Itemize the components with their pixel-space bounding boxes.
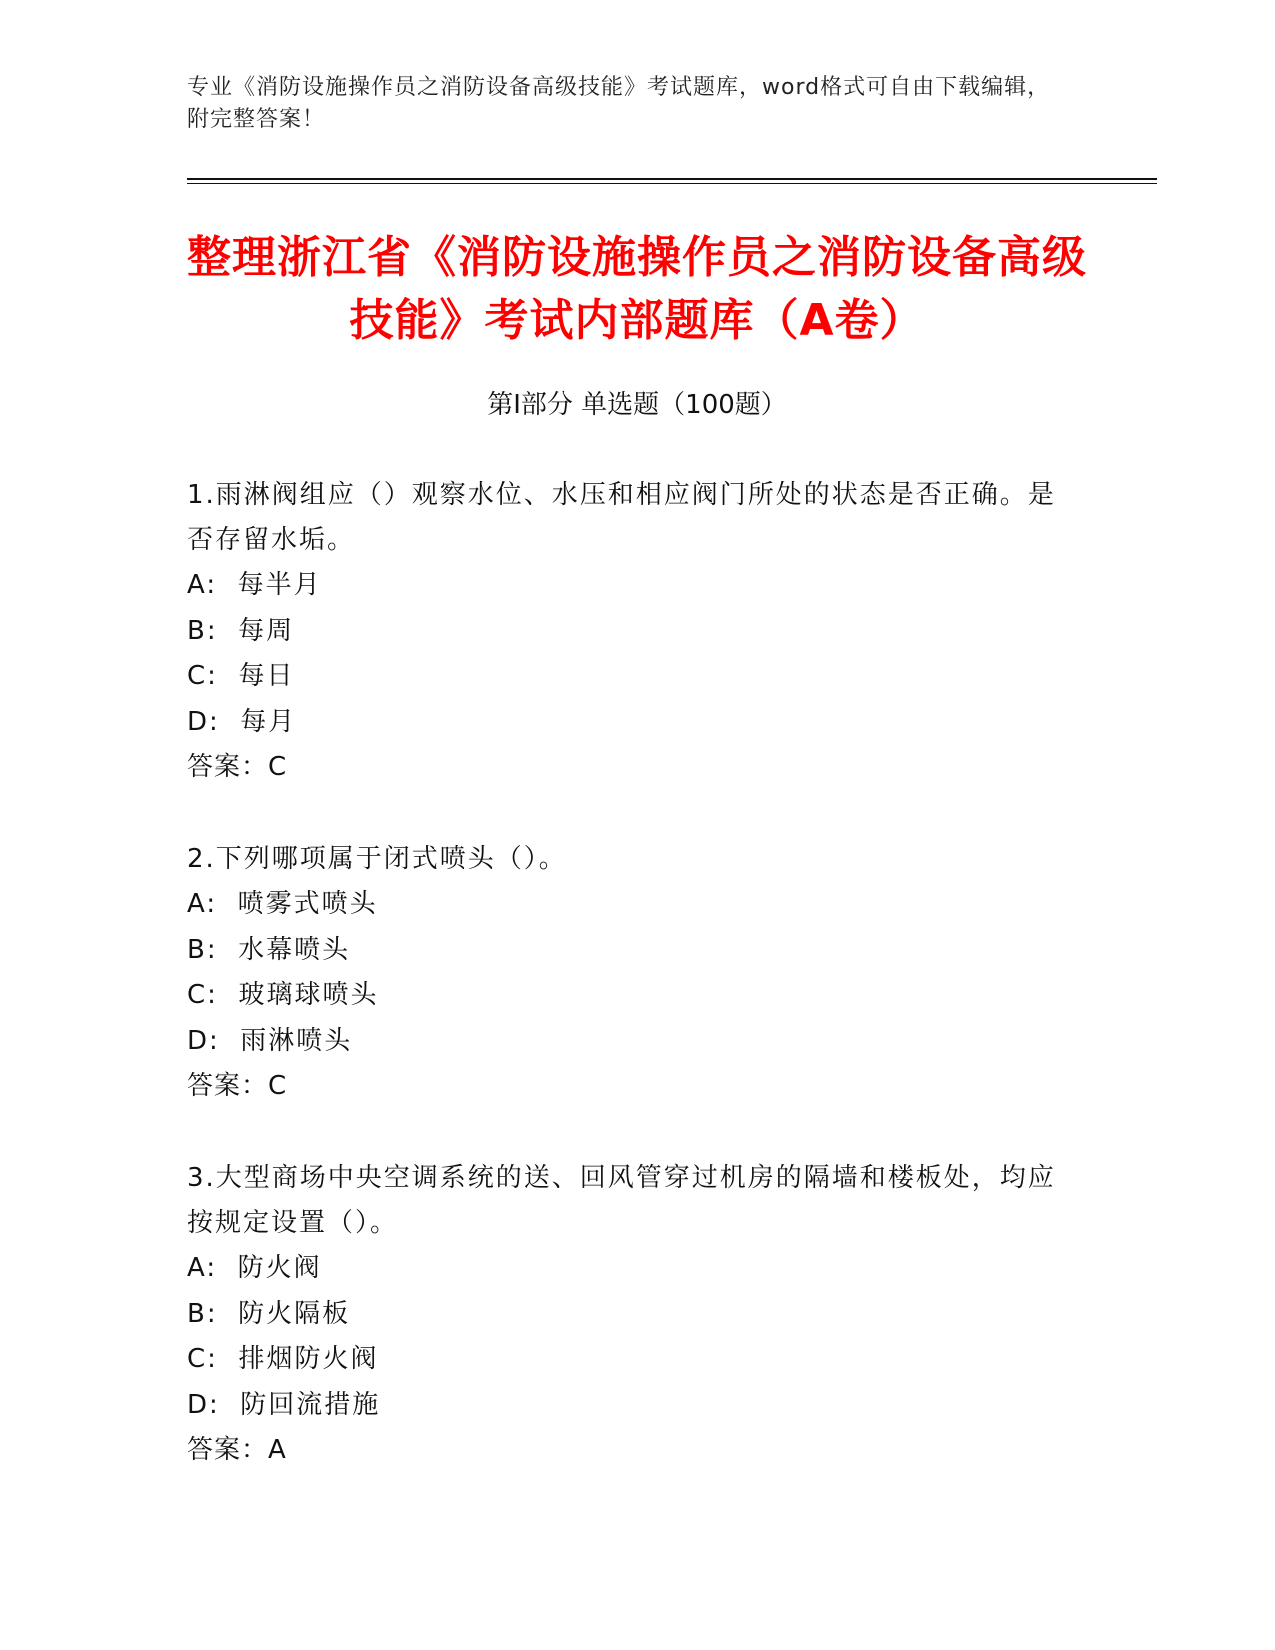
- option-b: B: 水幕喷头: [187, 934, 351, 965]
- option-b: B: 每周: [187, 615, 295, 646]
- question-stem: 3.大型商场中央空调系统的送、回风管穿过机房的隔墙和楼板处，均应按规定设置（）。: [187, 1163, 1056, 1238]
- option-a: A: 每半月: [187, 570, 322, 600]
- option-c: C: 每日: [187, 661, 295, 691]
- option-c: C: 玻璃球喷头: [187, 980, 379, 1010]
- option-d: D: 防回流措施: [187, 1389, 381, 1420]
- document-title: 整理浙江省《消防设施操作员之消防设备高级技能》考试内部题库（A卷）: [187, 232, 1087, 346]
- option-d: D: 雨淋喷头: [187, 1025, 353, 1056]
- header-divider-thin: [187, 183, 1157, 184]
- section-title-text: 第Ⅰ部分 单选题（100题）: [487, 390, 787, 420]
- header-divider-thick: [187, 178, 1157, 180]
- question-stem: 1.雨淋阀组应（）观察水位、水压和相应阀门所处的状态是否正确。是否存留水垢。: [187, 480, 1056, 555]
- question-stem: 2.下列哪项属于闭式喷头（）。: [187, 844, 567, 874]
- question-block: [187, 837, 1067, 1109]
- header-note: 专业《消防设施操作员之消防设备高级技能》考试题库，word格式可自由下载编辑，附完整答案！: [187, 75, 1051, 132]
- answer-line: 答案：C: [187, 1071, 288, 1101]
- option-a: A: 喷雾式喷头: [187, 889, 378, 919]
- answer-line: 答案：A: [187, 1435, 287, 1465]
- option-b: B: 防火隔板: [187, 1298, 351, 1329]
- option-d: D: 每月: [187, 706, 297, 737]
- section-title: [187, 387, 1087, 423]
- answer-line: 答案：C: [187, 752, 288, 782]
- question-block: [187, 473, 1067, 790]
- option-a: A: 防火阀: [187, 1253, 322, 1283]
- option-c: C: 排烟防火阀: [187, 1344, 379, 1374]
- question-block: [187, 1156, 1067, 1473]
